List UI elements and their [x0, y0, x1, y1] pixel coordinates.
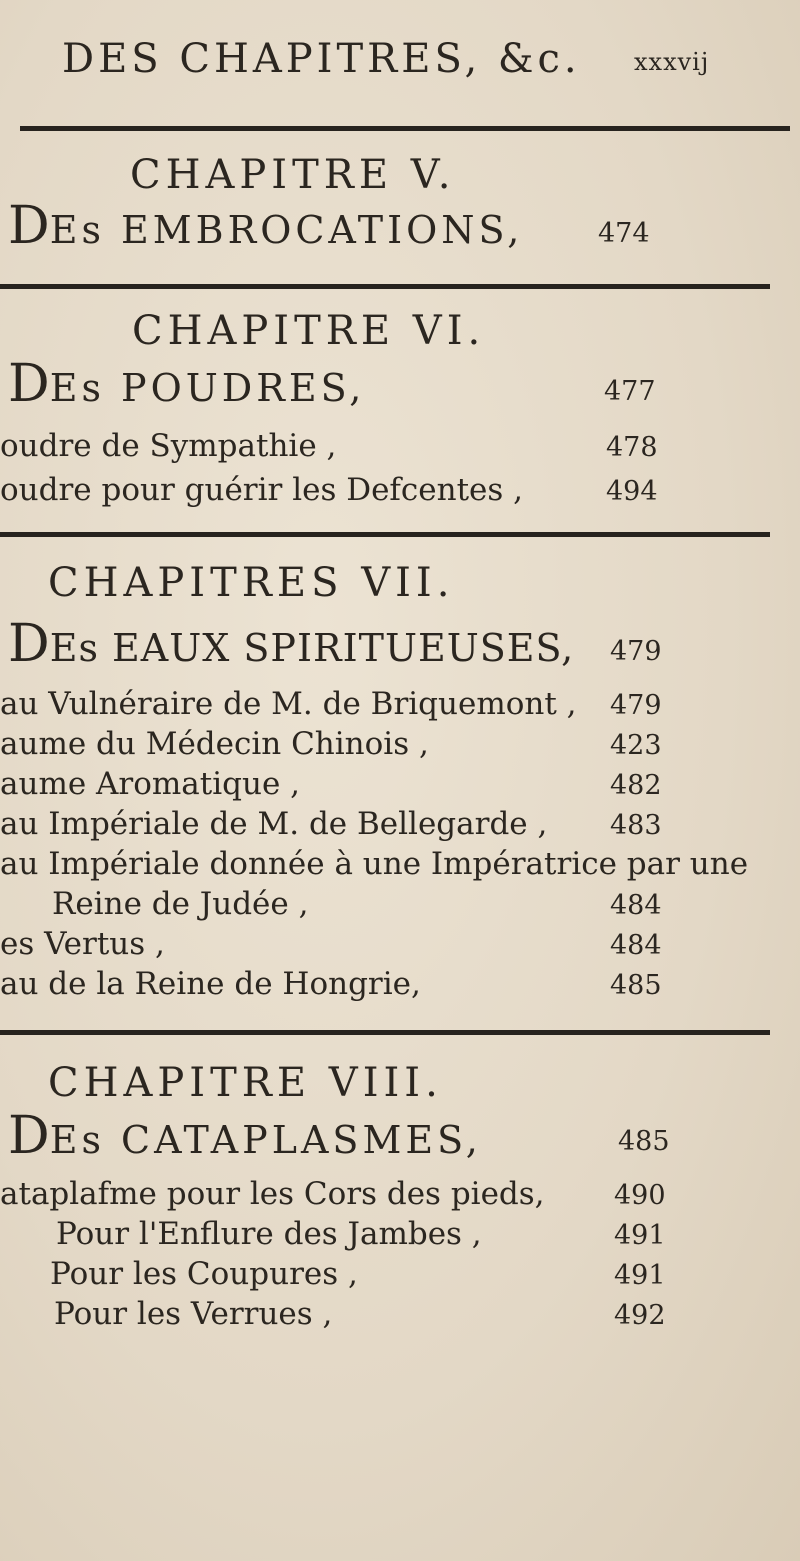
section-rule — [0, 284, 770, 289]
section-rule — [0, 532, 770, 537]
toc-entry: au Vulnéraire de M. de Briquemont , — [0, 686, 577, 722]
toc-entry-page: 478 — [606, 432, 658, 463]
toc-entry: au Impériale donnée à une Impératrice par une — [0, 846, 749, 882]
toc-entry: oudre pour guérir les Defcentes , — [0, 472, 523, 508]
chapter-heading: CHAPITRE VI. — [132, 308, 486, 354]
toc-entry: aume Aromatique , — [0, 766, 301, 802]
toc-entry-page: 484 — [610, 930, 662, 961]
toc-entry-page: 494 — [606, 476, 658, 507]
running-head: DES CHAPITRES, &c. — [62, 36, 581, 82]
toc-entry: oudre de Sympathie , — [0, 428, 337, 464]
toc-entry-continuation: Reine de Judée , — [52, 886, 309, 922]
toc-entry-page: 490 — [614, 1180, 666, 1211]
toc-entry-page: 492 — [614, 1300, 666, 1331]
toc-entry: ataplafme pour les Cors des pieds, — [0, 1176, 545, 1212]
chapter-title — [8, 614, 574, 674]
toc-entry: au Impériale de M. de Bellegarde , — [0, 806, 548, 842]
chapter-title-page: 477 — [604, 376, 656, 407]
chapter-title-text: Es POUDRES, — [49, 366, 366, 410]
toc-entry-page: 483 — [610, 810, 662, 841]
toc-entry-page: 485 — [610, 970, 662, 1001]
chapter-title-page: 485 — [618, 1126, 670, 1157]
toc-entry: aume du Médecin Chinois , — [0, 726, 429, 762]
header-rule — [20, 126, 790, 131]
toc-entry-page: 482 — [610, 770, 662, 801]
chapter-heading: CHAPITRE V. — [130, 152, 456, 198]
chapter-title-text: Es EMBROCATIONS, — [49, 208, 524, 252]
chapter-title — [8, 196, 523, 256]
chapter-title-page: 479 — [610, 636, 662, 667]
toc-entry: Pour les Verrues , — [54, 1296, 333, 1332]
toc-entry: Pour l'Enflure des Jambes , — [56, 1216, 482, 1252]
chapter-title-text: Es EAUX SPIRITUEUSES, — [49, 626, 575, 670]
chapter-heading: CHAPITRES VII. — [48, 560, 455, 606]
toc-entry: Pour les Coupures , — [50, 1256, 358, 1292]
drop-initial: D — [8, 614, 50, 674]
toc-entry: es Vertus , — [0, 926, 165, 962]
toc-entry: au de la Reine de Hongrie, — [0, 966, 421, 1002]
toc-entry-page: 479 — [610, 690, 662, 721]
chapter-title-page: 474 — [598, 218, 650, 249]
section-rule — [0, 1030, 770, 1035]
drop-initial: D — [8, 354, 50, 414]
chapter-heading: CHAPITRE VIII. — [48, 1060, 443, 1106]
chapter-title — [8, 1106, 482, 1166]
toc-entry-page: 423 — [610, 730, 662, 761]
toc-entry-page: 491 — [614, 1260, 666, 1291]
toc-entry-page: 484 — [610, 890, 662, 921]
drop-initial: D — [8, 1106, 50, 1166]
chapter-title-text: Es CATAPLASMES, — [49, 1118, 482, 1162]
running-head-page-number: xxxvij — [634, 48, 710, 76]
toc-entry-page: 491 — [614, 1220, 666, 1251]
chapter-title — [8, 354, 365, 414]
drop-initial: D — [8, 196, 50, 256]
